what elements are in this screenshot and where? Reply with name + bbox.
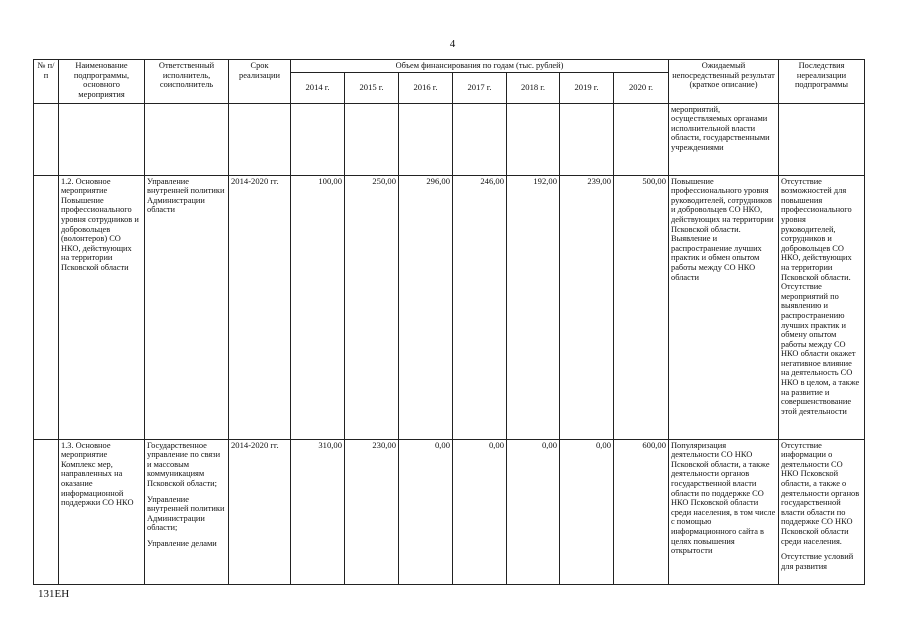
cell-value: 230,00 xyxy=(345,439,399,584)
responsible-part: Управление внутренней политики Администрации области; xyxy=(147,494,225,533)
header-year: 2017 г. xyxy=(453,72,507,103)
cell-term: 2014-2020 гг. xyxy=(229,175,291,439)
table-row xyxy=(34,103,865,175)
cell-value: 0,00 xyxy=(560,439,614,584)
cell-value: 246,00 xyxy=(453,175,507,439)
cell-result: Повышение профессионального уровня руководителей, сотрудников и добровольцев СО НКО, действующих на территории Псковской области. Выявление и распространение лучших практик и обмен опытом работы между СО НКО области xyxy=(669,175,779,439)
header-result: Ожидаемый непосредственный результат (краткое описание) xyxy=(669,60,779,104)
header-term: Срок реализации xyxy=(229,60,291,104)
footer-code: 131ЕН xyxy=(38,588,70,600)
cell-value: 239,00 xyxy=(560,175,614,439)
header-year: 2014 г. xyxy=(291,72,345,103)
cell-result: мероприятий, осуществляемых органами исполнительной власти области, государственными учреждениями xyxy=(669,103,779,175)
cell-term: 2014-2020 гг. xyxy=(229,439,291,584)
cell-term xyxy=(229,103,291,175)
header-year: 2019 г. xyxy=(560,72,614,103)
cell-value xyxy=(507,103,560,175)
cell-value: 296,00 xyxy=(399,175,453,439)
header-year: 2020 г. xyxy=(614,72,669,103)
cell-consequence: Отсутствие возможностей для повышения профессионального уровня руководителей, сотрудников и добровольцев СО НКО, действующих на территории Псковской области. Отсутствие мероприятий по выявлению и распространению лучших практик и обмену опытом работы между СО НКО области окажет негативное влияние на деятельность СО НКО в целом, а также на развитие и совершенствование этой деятельности xyxy=(779,175,865,439)
cell-responsible xyxy=(145,439,229,584)
cell-value: 500,00 xyxy=(614,175,669,439)
cell-value: 192,00 xyxy=(507,175,560,439)
header-year: 2016 г. xyxy=(399,72,453,103)
cell-value xyxy=(399,103,453,175)
header-year: 2018 г. xyxy=(507,72,560,103)
header-row xyxy=(34,60,865,73)
consequence-part: Отсутствие условий для развития xyxy=(781,552,854,571)
responsible-part: Управление делами xyxy=(147,538,217,548)
table-row xyxy=(34,439,865,584)
cell-consequence xyxy=(779,439,865,584)
cell-num xyxy=(34,103,59,175)
cell-value: 100,00 xyxy=(291,175,345,439)
table-row xyxy=(34,175,865,439)
program-table xyxy=(33,59,865,585)
cell-name xyxy=(59,103,145,175)
consequence-part: Отсутствие информации о деятельности СО НКО Псковской области, а также о деятельности органов государственной власти области по поддержке СО НКО Псковской области среди населения. xyxy=(781,440,860,546)
header-consequence: Последствия нереализации подпрограммы xyxy=(779,60,865,104)
cell-num xyxy=(34,439,59,584)
cell-name: 1.3. Основное мероприятие Комплекс мер, направленных на оказание информационной поддержки СО НКО xyxy=(59,439,145,584)
header-name: Наименование подпрограммы, основного мероприятия xyxy=(59,60,145,104)
cell-value: 0,00 xyxy=(399,439,453,584)
header-year: 2015 г. xyxy=(345,72,399,103)
cell-name: 1.2. Основное мероприятие Повышение профессионального уровня сотрудников и добровольцев (волонтеров) СО НКО, действующих на территории Псковской области xyxy=(59,175,145,439)
cell-value: 250,00 xyxy=(345,175,399,439)
header-funding: Объем финансирования по годам (тыс. рублей) xyxy=(291,60,669,73)
cell-value: 0,00 xyxy=(453,439,507,584)
cell-value xyxy=(453,103,507,175)
cell-consequence xyxy=(779,103,865,175)
header-num: № п/п xyxy=(34,60,59,104)
cell-value xyxy=(345,103,399,175)
cell-value: 0,00 xyxy=(507,439,560,584)
cell-responsible xyxy=(145,103,229,175)
cell-num xyxy=(34,175,59,439)
cell-value xyxy=(560,103,614,175)
cell-value xyxy=(614,103,669,175)
cell-value xyxy=(291,103,345,175)
header-responsible: Ответственный исполнитель, соисполнитель xyxy=(145,60,229,104)
cell-result: Популяризация деятельности СО НКО Псковской области, а также деятельности органов государственной власти области по поддержке СО НКО Псковской области среди населения, в том числе с помощью информационного сайта в целях повышения открытости xyxy=(669,439,779,584)
cell-value: 310,00 xyxy=(291,439,345,584)
page-number: 4 xyxy=(449,38,456,50)
cell-responsible: Управление внутренней политики Администрации области xyxy=(145,175,229,439)
cell-value: 600,00 xyxy=(614,439,669,584)
responsible-part: Государственное управление по связи и массовым коммуникациям Псковской области; xyxy=(147,440,221,488)
